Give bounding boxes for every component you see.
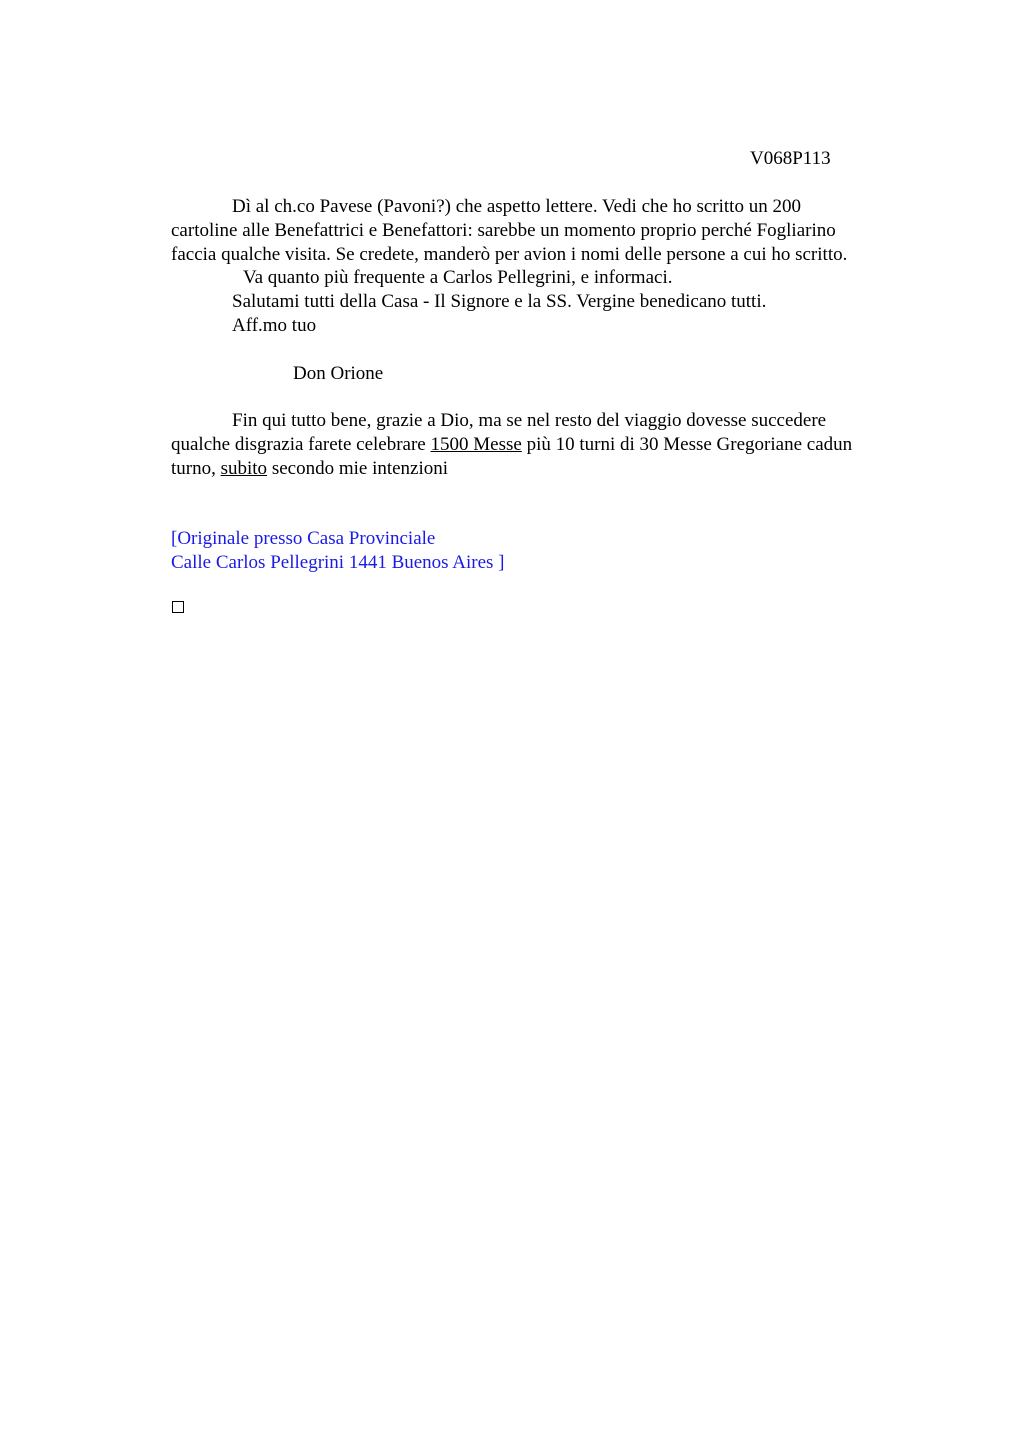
- signature: Don Orione: [293, 362, 384, 384]
- postscript-text: qualche disgrazia farete celebrare: [171, 433, 431, 455]
- reference-code: V068P113: [750, 148, 831, 169]
- checkbox-square-icon: [172, 601, 184, 613]
- underlined-masses: 1500 Messe: [430, 433, 522, 455]
- archive-note: [171, 527, 505, 575]
- archive-note-line-2: Calle Carlos Pellegrini 1441 Buenos Aires ]: [171, 552, 505, 573]
- postscript-text: turno,: [171, 457, 221, 479]
- paragraph-1-line-2: cartoline alle Benefattrici e Benefattori: sarebbe un momento proprio perché Fogliarino: [171, 219, 836, 241]
- paragraph-1-line-3: faccia qualche visita. Se credete, manderò per avion i nomi delle persone a cui ho scritto.: [171, 243, 848, 265]
- blank-line: [171, 385, 916, 409]
- postscript-text: più 10 turni di 30 Messe Gregoriane cadun: [521, 433, 853, 455]
- postscript-line-3: [171, 457, 916, 481]
- letter-body: [171, 195, 916, 481]
- blank-line: [171, 338, 916, 362]
- underlined-subito: subito: [220, 457, 268, 479]
- archive-note-line-1: [Originale presso Casa Provinciale: [171, 528, 436, 549]
- postscript-line-2: [171, 433, 916, 457]
- postscript-text: secondo mie intenzioni: [267, 457, 449, 479]
- greetings-line: Salutami tutti della Casa - Il Signore e la SS. Vergine benedicano tutti.: [232, 291, 767, 313]
- frequent-visit-line: Va quanto più frequente a Carlos Pellegrini, e informaci.: [243, 267, 673, 289]
- closing-line: Aff.mo tuo: [232, 314, 317, 336]
- postscript-line-1: Fin qui tutto bene, grazie a Dio, ma se nel resto del viaggio dovesse succedere: [232, 410, 827, 432]
- paragraph-1-line-1: Dì al ch.co Pavese (Pavoni?) che aspetto lettere. Vedi che ho scritto un 200: [232, 196, 801, 217]
